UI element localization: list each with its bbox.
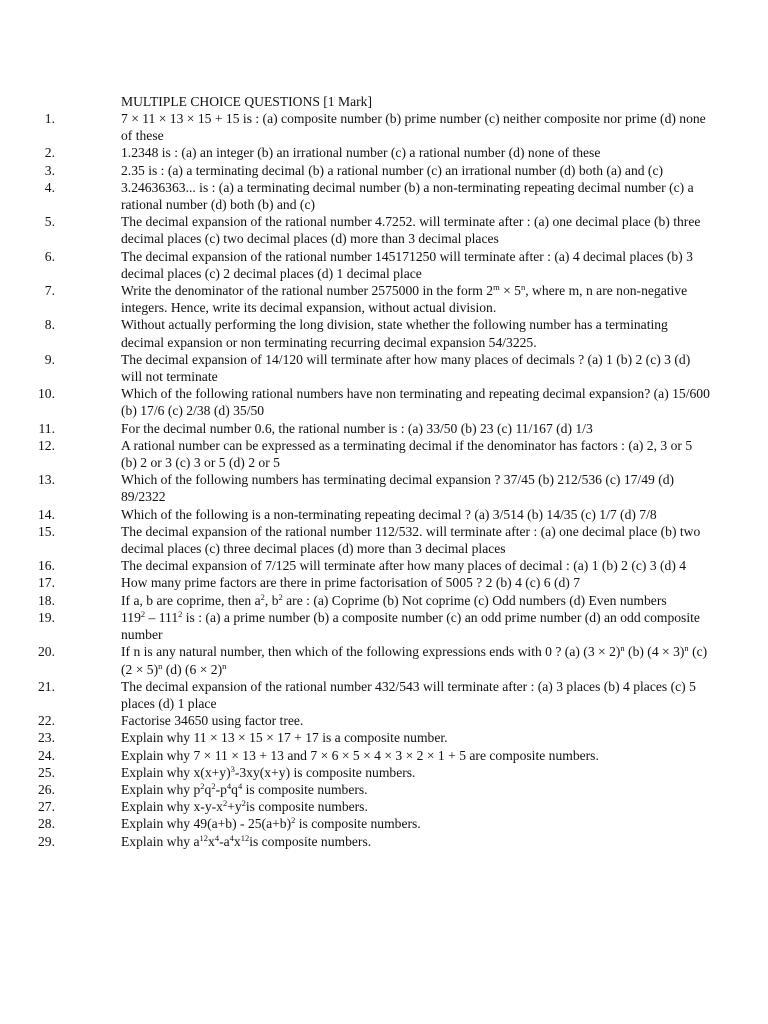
- question-text: [121, 834, 371, 849]
- superscript: 4: [226, 780, 232, 791]
- text-run: is : (a) a prime number (b) a composite number (c) an odd prime number (d) an odd composite number: [121, 609, 700, 643]
- text-run: is composite numbers.: [249, 833, 372, 849]
- question-number: 7.: [44, 283, 55, 299]
- question-number: 19.: [38, 609, 55, 625]
- question-item: [0, 437, 711, 471]
- question-item: [0, 213, 711, 247]
- question-item: [0, 110, 711, 144]
- question-number: 26.: [38, 781, 55, 797]
- text-run: Explain why a: [121, 833, 200, 849]
- question-text: [121, 575, 580, 590]
- question-text: [121, 438, 692, 470]
- question-text: [121, 782, 368, 797]
- question-item: [0, 712, 711, 729]
- text-run: , b: [264, 592, 279, 608]
- question-item: [0, 471, 711, 505]
- question-number: 14.: [38, 506, 55, 522]
- question-list: [0, 110, 768, 850]
- question-number: 2.: [44, 145, 55, 161]
- question-number: 29.: [38, 833, 55, 849]
- text-run: 7 × 11 × 13 × 15 + 15 is : (a) composite number (b) prime number (c) neither composite nor prime (d) none of these: [121, 111, 706, 144]
- question-item: [0, 729, 711, 746]
- text-run: The decimal expansion of the rational number 4.7252. will terminate after : (a) one decimal place (b) three decimal places (c) two decimal places (d) more than 3 decimal places: [121, 214, 701, 247]
- text-run: For the decimal number 0.6, the rational number is : (a) 33/50 (b) 23 (c) 11/167 (d) 1/3: [121, 420, 593, 436]
- question-text: [121, 593, 667, 608]
- question-number: 15.: [38, 523, 55, 539]
- text-run: The decimal expansion of 7/125 will terminate after how many places of decimal : (a) 1 (b) 2 (c) 3 (d) 4: [121, 558, 687, 574]
- superscript: 4: [229, 832, 234, 843]
- question-number: 20.: [38, 644, 55, 660]
- superscript: n: [684, 643, 689, 654]
- question-number: 21.: [38, 678, 55, 694]
- text-run: – 111: [145, 609, 179, 625]
- text-run: q: [204, 781, 212, 797]
- text-run: Explain why p: [121, 781, 201, 797]
- text-run: Explain why x-y-x: [121, 799, 223, 815]
- superscript: m: [493, 282, 500, 293]
- text-run: is composite numbers.: [242, 781, 368, 797]
- question-item: [0, 592, 711, 609]
- question-item: [0, 815, 711, 832]
- question-text: [121, 748, 599, 763]
- superscript: 2: [211, 780, 216, 791]
- superscript: 2: [200, 780, 205, 791]
- question-text: [121, 163, 663, 178]
- question-number: 1.: [44, 111, 55, 126]
- question-number: 28.: [38, 816, 55, 832]
- question-number: 24.: [38, 747, 55, 763]
- text-run: is composite numbers.: [295, 816, 421, 832]
- question-item: [0, 282, 711, 316]
- question-number: 18.: [38, 592, 55, 608]
- question-text: [121, 386, 710, 418]
- question-item: [0, 162, 711, 179]
- superscript: 4: [237, 780, 243, 791]
- text-run: -a: [219, 833, 230, 849]
- question-number: 3.: [44, 162, 55, 178]
- text-run: 3.24636363... is : (a) a terminating decimal number (b) a non-terminating repeating decimal number (c) a rational number (d) both (b) and (c): [121, 179, 694, 213]
- question-number: 6.: [44, 248, 55, 264]
- question-item: [0, 609, 711, 643]
- question-number: 27.: [38, 799, 55, 815]
- question-number: 4.: [44, 179, 55, 195]
- text-run: (d) (6 × 2): [162, 661, 223, 677]
- question-item: [0, 643, 711, 677]
- question-item: [0, 316, 711, 350]
- question-text: [121, 507, 657, 522]
- text-run: If a, b are coprime, then a: [121, 592, 261, 608]
- question-item: [0, 179, 711, 213]
- text-run: The decimal expansion of 14/120 will terminate after how many places of decimals ? (a) 1 (b) 2 (c) 3 (d) will not terminate: [121, 351, 691, 385]
- superscript: n: [158, 660, 163, 671]
- question-text: [121, 713, 303, 728]
- text-run: Factorise 34650 using factor tree.: [121, 713, 304, 729]
- text-run: Explain why 49(a+b) - 25(a+b): [121, 816, 292, 832]
- text-run: 1.2348 is : (a) an integer (b) an irrational number (c) a rational number (d) none of these: [121, 145, 601, 161]
- superscript: 12: [240, 832, 250, 843]
- superscript: 12: [199, 832, 209, 843]
- superscript: n: [520, 282, 526, 293]
- question-text: [121, 317, 668, 349]
- text-run: A rational number can be expressed as a terminating decimal if the denominator has factors : (a) 2, 3 or 5 (b) 2 or 3 (c) 3 or 5 (d) 2 or 5: [121, 437, 693, 471]
- text-run: How many prime factors are there in prime factorisation of 5005 ? 2 (b) 4 (c) 6 (d) 7: [121, 575, 581, 591]
- text-run: Explain why 11 × 13 × 15 × 17 + 17 is a composite number.: [121, 730, 448, 746]
- question-number: 12.: [38, 437, 55, 453]
- superscript: 3: [230, 763, 235, 774]
- text-run: Which of the following numbers has terminating decimal expansion ? 37/45 (b) 212/536 (c) 17/49 (d) 89/2322: [121, 472, 675, 505]
- text-run: Without actually performing the long division, state whether the following number has a terminating decimal expansion or non terminating recurring decimal expansion 54/3225.: [121, 317, 668, 350]
- question-text: [121, 644, 707, 676]
- text-run: +y: [227, 799, 242, 815]
- text-run: q: [231, 781, 238, 797]
- question-number: 23.: [38, 730, 55, 746]
- question-item: [0, 385, 711, 419]
- question-number: 25.: [38, 764, 55, 780]
- question-text: [121, 283, 687, 315]
- text-run: Write the denominator of the rational number 2575000 in the form 2: [121, 283, 494, 299]
- question-item: [0, 420, 711, 437]
- question-text: [121, 558, 686, 573]
- text-run: (c) (2 × 5): [121, 644, 708, 677]
- text-run: are : (a) Coprime (b) Not coprime (c) Odd numbers (d) Even numbers: [282, 592, 667, 608]
- question-number: 5.: [44, 214, 55, 230]
- text-run: 2.35 is : (a) a terminating decimal (b) a rational number (c) an irrational number (d) both (a) and (c): [121, 162, 664, 178]
- text-run: -p: [215, 781, 227, 797]
- question-text: [121, 799, 368, 814]
- question-item: [0, 248, 711, 282]
- superscript: 2: [241, 798, 246, 809]
- question-text: [121, 765, 415, 780]
- question-item: [0, 351, 711, 385]
- text-run: The decimal expansion of the rational number 112/532. will terminate after : (a) one decimal place (b) two decimal places (c) three decimal places (d) more than 3 decimal places: [121, 523, 701, 557]
- superscript: n: [620, 643, 625, 654]
- superscript: 4: [214, 832, 220, 843]
- question-text: [121, 145, 600, 160]
- question-item: [0, 781, 711, 798]
- question-item: [0, 506, 711, 523]
- question-text: [121, 524, 700, 556]
- superscript: 2: [278, 591, 283, 602]
- superscript: 2: [178, 608, 183, 619]
- text-run: Explain why x(x+y): [121, 764, 231, 780]
- question-item: [0, 574, 711, 591]
- question-text: [121, 679, 696, 711]
- question-text: [121, 472, 674, 504]
- question-item: [0, 557, 711, 574]
- question-item: [0, 764, 711, 781]
- text-run: x: [208, 833, 215, 849]
- superscript: 2: [260, 591, 265, 602]
- question-text: [121, 180, 694, 212]
- text-run: The decimal expansion of the rational number 145171250 will terminate after : (a) 4 decimal places (b) 3 decimal places (c) 2 decimal places (d) 1 decimal place: [121, 248, 693, 281]
- superscript: 2: [140, 608, 146, 619]
- text-run: -3xy(x+y) is composite numbers.: [234, 764, 416, 780]
- question-text: [121, 816, 421, 831]
- question-item: [0, 798, 711, 815]
- question-number: 10.: [38, 386, 55, 402]
- question-text: [121, 352, 690, 384]
- text-run: The decimal expansion of the rational number 432/543 will terminate after : (a) 3 places (b) 4 places (c) 5 places (d) 1 place: [121, 678, 696, 711]
- page-title: MULTIPLE CHOICE QUESTIONS [1 Mark]: [121, 94, 372, 109]
- text-run: , where m, n are non-negative integers. Hence, write its decimal expansion, without actual division.: [121, 283, 688, 316]
- question-item: [0, 678, 711, 712]
- question-text: [121, 730, 448, 745]
- text-run: If n is any natural number, then which of the following expressions ends with 0 ? (a) (3 × 2): [121, 644, 621, 660]
- question-number: 22.: [38, 713, 55, 729]
- question-item: [0, 144, 711, 161]
- question-item: [0, 747, 711, 764]
- question-number: 8.: [44, 317, 55, 333]
- superscript: n: [222, 660, 227, 671]
- question-text: [121, 214, 700, 246]
- question-number: 11.: [38, 420, 55, 436]
- text-run: 119: [121, 609, 141, 625]
- text-run: is composite numbers.: [245, 799, 368, 815]
- question-text: [121, 421, 593, 436]
- text-run: × 5: [499, 283, 521, 299]
- question-item: [0, 833, 711, 850]
- question-text: [121, 610, 700, 642]
- text-run: Which of the following is a non-terminating repeating decimal ? (a) 3/514 (b) 14/35 (c) 1/7 (d) 7/8: [121, 506, 657, 522]
- text-run: Which of the following rational numbers have non terminating and repeating decimal expansion? (a) 15/600 (b) 17/6 (c) 2/38 (d) 35/50: [121, 386, 710, 419]
- text-run: (b) (4 × 3): [624, 644, 685, 660]
- question-number: 17.: [38, 575, 55, 591]
- question-item: [0, 523, 711, 557]
- superscript: 2: [291, 815, 296, 826]
- text-run: x: [233, 833, 241, 849]
- question-text: [121, 111, 706, 143]
- text-run: Explain why 7 × 11 × 13 + 13 and 7 × 6 × 5 × 4 × 3 × 2 × 1 + 5 are composite numbers.: [121, 747, 599, 763]
- superscript: 2: [222, 798, 228, 809]
- question-number: 9.: [44, 351, 55, 367]
- question-text: [121, 249, 693, 281]
- question-number: 16.: [38, 558, 55, 574]
- question-number: 13.: [38, 472, 55, 488]
